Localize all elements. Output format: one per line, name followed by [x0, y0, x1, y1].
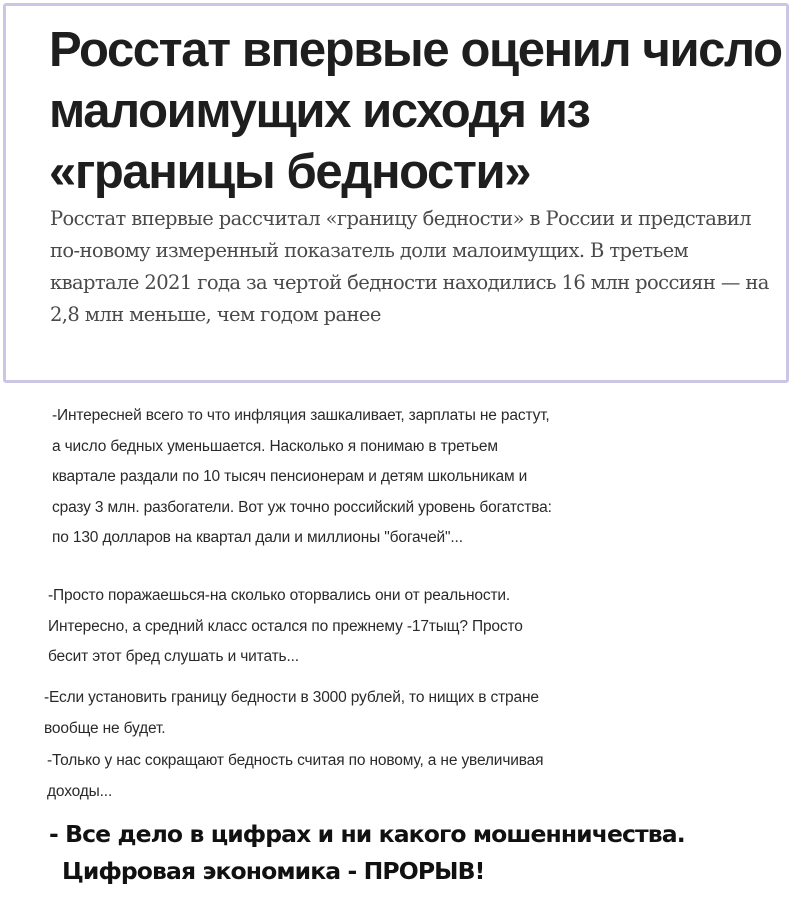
comment-line: квартале раздали по 10 тысяч пенсионерам и детям школьникам и: [52, 468, 528, 485]
final-comment-line: Цифровая экономика - ПРОРЫВ!: [62, 857, 485, 885]
comment-line: сразу 3 млн. разбогатели. Вот уж точно российский уровень богатства:: [52, 498, 552, 516]
final-comment-line: - Все дело в цифрах и ни какого мошенничества.: [49, 820, 685, 848]
comment-line: -Если установить границу бедности в 3000 рублей, то нищих в стране: [44, 689, 539, 706]
comment-line: -Интересней всего то что инфляция зашкаливает, зарплаты не растут,: [52, 407, 550, 424]
comment-line: доходы...: [47, 782, 113, 800]
comment-line: -Только у нас сокращают бедность считая по новому, а не увеличивая: [47, 752, 544, 769]
comment: [52, 401, 752, 554]
comment: [47, 746, 757, 807]
article-card: [3, 3, 789, 383]
comment-line: по 130 долларов на квартал дали и миллионы "богачей"...: [52, 529, 463, 546]
comment-line: бесит этот бред слушать и читать...: [48, 648, 299, 665]
final-comment: [49, 816, 789, 890]
comment-line: вообще не будет.: [44, 719, 166, 737]
comment-line: -Просто поражаешься-на сколько оторвались они от реальности.: [48, 587, 511, 604]
article-headline: Росстат впервые оценил число малоимущих исходя из «границы бедности»: [49, 23, 782, 199]
article-lead: Росстат впервые рассчитал «границу бедности» в России и представил по-новому измеренный показатель доли малоимущих. В третьем квартале 2021 года за чертой бедности находились 16 млн россиян — на 2,8 млн меньше, чем годом ранее: [50, 207, 769, 326]
comment: [44, 683, 754, 744]
comment: [48, 581, 748, 673]
comment-line: Интересно, а средний класс остался по прежнему -17тыщ? Просто: [48, 617, 523, 635]
comment-line: а число бедных уменьшается. Насколько я понимаю в третьем: [52, 437, 498, 455]
